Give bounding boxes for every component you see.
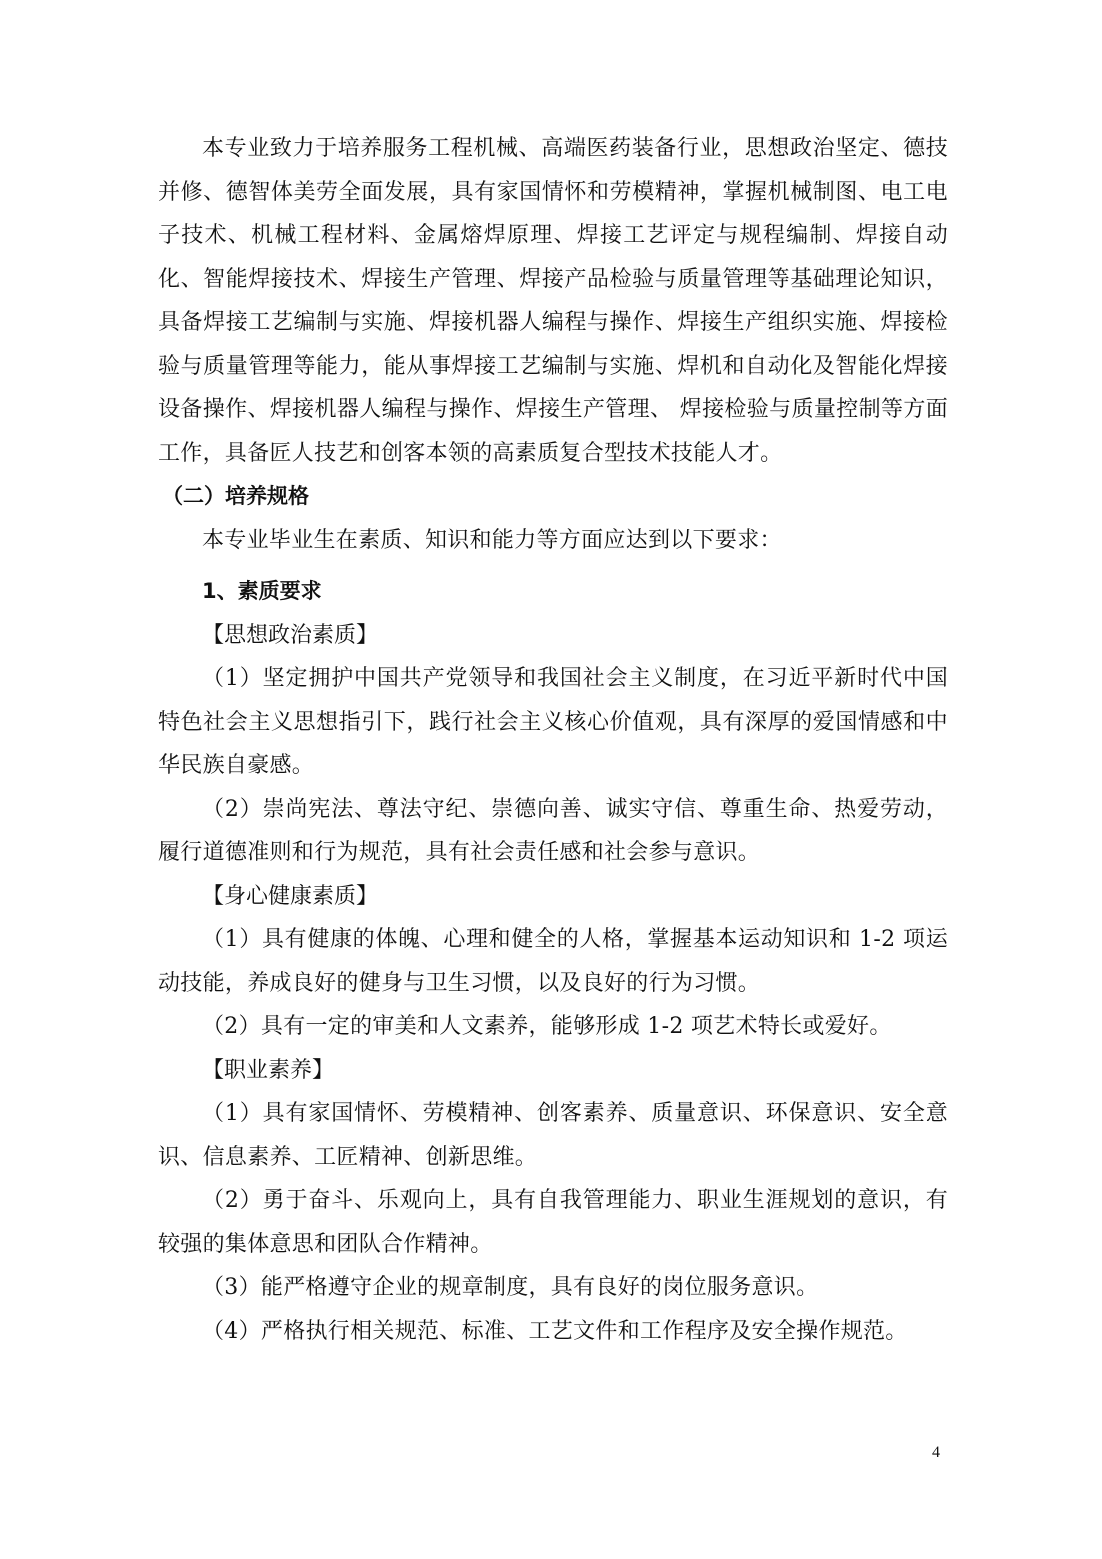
intro-paragraph: 本专业致力于培养服务工程机械、高端医药装备行业，思想政治坚定、德技并修、德智体美劳全面发展，具有家国情怀和劳模精神，掌握机械制图、电工电子技术、机械工程材料、金属熔焊原理、焊接工艺评定与规程编制、焊接自动化、智能焊接技术、焊接生产管理、焊接产品检验与质量管理等基础理论知识，具备焊接工艺编制与实施、焊接机器人编程与操作、焊接生产组织实施、焊接检验与质量管理等能力，能从事焊接工艺编制与实施、焊机和自动化及智能化焊接设备操作、焊接机器人编程与操作、焊接生产管理、 焊接检验与质量控制等方面工作，具备匠人技艺和创客本领的高素质复合型技术技能人才。 — [158, 136, 948, 466]
page-content — [158, 127, 948, 1353]
list-item: （2）具有一定的审美和人文素养，能够形成 1-2 项艺术特长或爱好。 — [202, 1014, 892, 1039]
page-number: 4 — [932, 1444, 940, 1461]
list-item: （1）具有家国情怀、劳模精神、创客素养、质量意识、环保意识、安全意识、信息素养、工匠精神、创新思维。 — [158, 1101, 948, 1170]
list-item: （2）勇于奋斗、乐观向上，具有自我管理能力、职业生涯规划的意识，有较强的集体意思和团队合作精神。 — [158, 1188, 948, 1257]
list-item: （4）严格执行相关规范、标准、工艺文件和工作程序及安全操作规范。 — [202, 1318, 908, 1344]
section-heading: （二）培养规格 — [162, 484, 309, 508]
group-label-political: 【思想政治素质】 — [202, 622, 379, 648]
list-item: （3）能严格遵守企业的规章制度，具有良好的岗位服务意识。 — [202, 1275, 819, 1300]
subsection-heading: 1、素质要求 — [202, 579, 322, 603]
list-item: （2）崇尚宪法、尊法守纪、崇德向善、诚实守信、尊重生命、热爱劳动，履行道德准则和行为规范，具有社会责任感和社会参与意识。 — [158, 796, 948, 865]
list-item: （1）坚定拥护中国共产党领导和我国社会主义制度，在习近平新时代中国特色社会主义思想指引下，践行社会主义核心价值观，具有深厚的爱国情感和中华民族自豪感。 — [158, 666, 948, 778]
section-intro: 本专业毕业生在素质、知识和能力等方面应达到以下要求： — [202, 527, 782, 553]
group-label-health: 【身心健康素质】 — [202, 883, 379, 909]
group-label-professional: 【职业素养】 — [202, 1057, 335, 1083]
list-item: （1）具有健康的体魄、心理和健全的人格，掌握基本运动知识和 1-2 项运动技能，养成良好的健身与卫生习惯，以及良好的行为习惯。 — [158, 927, 948, 996]
